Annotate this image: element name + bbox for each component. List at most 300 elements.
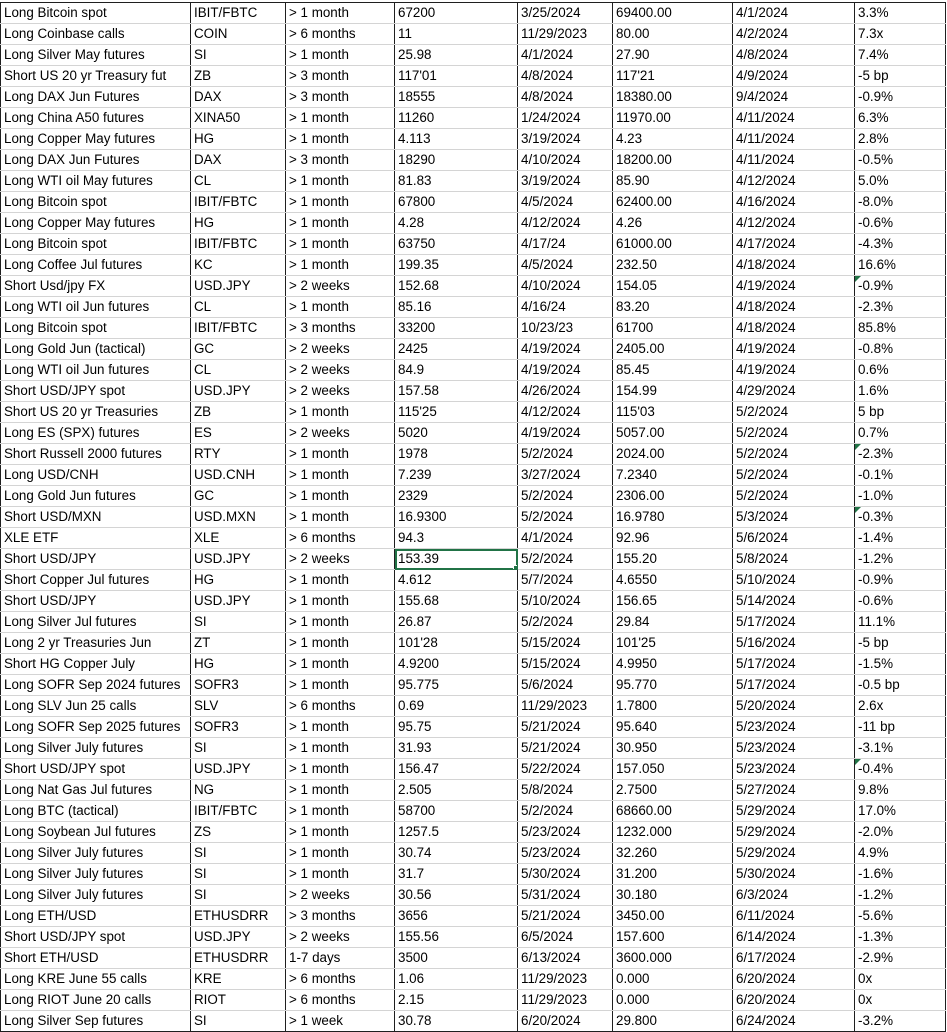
- cell-exit-date[interactable]: 6/11/2024: [733, 906, 855, 927]
- cell-entry[interactable]: 63750: [395, 234, 518, 255]
- cell-horizon[interactable]: > 1 month: [286, 234, 395, 255]
- cell-entry[interactable]: 25.98: [395, 45, 518, 66]
- cell-exit[interactable]: 92.96: [613, 528, 733, 549]
- cell-entry-date[interactable]: 4/5/2024: [518, 255, 613, 276]
- cell-ticker[interactable]: GC: [191, 486, 286, 507]
- cell-return[interactable]: -1.3%: [855, 927, 946, 948]
- cell-return[interactable]: 6.3%: [855, 108, 946, 129]
- cell-horizon[interactable]: > 1 month: [286, 675, 395, 696]
- cell-ticker[interactable]: ETHUSDRR: [191, 948, 286, 969]
- cell-trade[interactable]: Short USD/JPY spot: [1, 927, 191, 948]
- cell-return[interactable]: 5 bp: [855, 402, 946, 423]
- cell-return[interactable]: 9.8%: [855, 780, 946, 801]
- cell-ticker[interactable]: CL: [191, 171, 286, 192]
- cell-entry-date[interactable]: 5/21/2024: [518, 906, 613, 927]
- cell-exit[interactable]: 68660.00: [613, 801, 733, 822]
- cell-entry-date[interactable]: 4/26/2024: [518, 381, 613, 402]
- cell-exit-date[interactable]: 4/11/2024: [733, 129, 855, 150]
- cell-exit[interactable]: 11970.00: [613, 108, 733, 129]
- cell-entry-date[interactable]: 4/10/2024: [518, 150, 613, 171]
- cell-exit-date[interactable]: 5/29/2024: [733, 801, 855, 822]
- cell-ticker[interactable]: SI: [191, 843, 286, 864]
- cell-exit-date[interactable]: 5/23/2024: [733, 717, 855, 738]
- cell-ticker[interactable]: SI: [191, 864, 286, 885]
- cell-ticker[interactable]: IBIT/FBTC: [191, 192, 286, 213]
- cell-trade[interactable]: Long Silver May futures: [1, 45, 191, 66]
- cell-trade[interactable]: Long Gold Jun (tactical): [1, 339, 191, 360]
- cell-trade[interactable]: Long DAX Jun Futures: [1, 150, 191, 171]
- cell-ticker[interactable]: USD.JPY: [191, 381, 286, 402]
- cell-ticker[interactable]: CL: [191, 360, 286, 381]
- cell-trade[interactable]: Short HG Copper July: [1, 654, 191, 675]
- cell-trade[interactable]: Long SOFR Sep 2025 futures: [1, 717, 191, 738]
- cell-trade[interactable]: Long Copper May futures: [1, 129, 191, 150]
- cell-horizon[interactable]: > 1 month: [286, 171, 395, 192]
- cell-ticker[interactable]: KRE: [191, 969, 286, 990]
- cell-exit-date[interactable]: 4/11/2024: [733, 108, 855, 129]
- cell-horizon[interactable]: > 2 weeks: [286, 927, 395, 948]
- cell-trade[interactable]: Long RIOT June 20 calls: [1, 990, 191, 1011]
- cell-entry[interactable]: 1978: [395, 444, 518, 465]
- cell-exit-date[interactable]: 4/18/2024: [733, 255, 855, 276]
- cell-exit-date[interactable]: 6/14/2024: [733, 927, 855, 948]
- cell-exit-date[interactable]: 6/3/2024: [733, 885, 855, 906]
- cell-horizon[interactable]: > 1 month: [286, 591, 395, 612]
- cell-entry[interactable]: 0.69: [395, 696, 518, 717]
- cell-exit[interactable]: 95.770: [613, 675, 733, 696]
- cell-return[interactable]: -0.5%: [855, 150, 946, 171]
- cell-return[interactable]: 5.0%: [855, 171, 946, 192]
- cell-exit-date[interactable]: 4/12/2024: [733, 213, 855, 234]
- cell-trade[interactable]: Long Silver Jul futures: [1, 612, 191, 633]
- cell-exit[interactable]: 95.640: [613, 717, 733, 738]
- cell-entry-date[interactable]: 5/15/2024: [518, 654, 613, 675]
- cell-horizon[interactable]: > 2 weeks: [286, 549, 395, 570]
- cell-return[interactable]: -3.2%: [855, 1011, 946, 1032]
- cell-horizon[interactable]: > 6 months: [286, 24, 395, 45]
- cell-entry[interactable]: 152.68: [395, 276, 518, 297]
- cell-entry-date[interactable]: 5/21/2024: [518, 738, 613, 759]
- cell-return[interactable]: 16.6%: [855, 255, 946, 276]
- cell-entry[interactable]: 155.56: [395, 927, 518, 948]
- cell-trade[interactable]: Long Bitcoin spot: [1, 234, 191, 255]
- cell-exit[interactable]: 2024.00: [613, 444, 733, 465]
- cell-ticker[interactable]: USD.JPY: [191, 276, 286, 297]
- cell-horizon[interactable]: > 1 month: [286, 213, 395, 234]
- cell-entry[interactable]: 1257.5: [395, 822, 518, 843]
- cell-entry[interactable]: 4.9200: [395, 654, 518, 675]
- cell-exit[interactable]: 2306.00: [613, 486, 733, 507]
- cell-exit[interactable]: 30.180: [613, 885, 733, 906]
- cell-exit-date[interactable]: 4/19/2024: [733, 360, 855, 381]
- cell-return[interactable]: -2.0%: [855, 822, 946, 843]
- cell-entry-date[interactable]: 3/19/2024: [518, 171, 613, 192]
- cell-exit[interactable]: 69400.00: [613, 3, 733, 24]
- cell-entry[interactable]: 2425: [395, 339, 518, 360]
- cell-ticker[interactable]: RTY: [191, 444, 286, 465]
- cell-entry[interactable]: 31.7: [395, 864, 518, 885]
- cell-ticker[interactable]: ETHUSDRR: [191, 906, 286, 927]
- cell-entry[interactable]: 31.93: [395, 738, 518, 759]
- cell-return[interactable]: -0.4%: [855, 759, 946, 780]
- cell-entry-date[interactable]: 10/23/23: [518, 318, 613, 339]
- cell-entry[interactable]: 1.06: [395, 969, 518, 990]
- cell-entry-date[interactable]: 4/19/2024: [518, 360, 613, 381]
- cell-entry[interactable]: 2329: [395, 486, 518, 507]
- cell-ticker[interactable]: USD.JPY: [191, 549, 286, 570]
- cell-return[interactable]: -0.8%: [855, 339, 946, 360]
- cell-horizon[interactable]: > 3 month: [286, 66, 395, 87]
- cell-exit-date[interactable]: 4/17/2024: [733, 234, 855, 255]
- cell-ticker[interactable]: SI: [191, 612, 286, 633]
- cell-entry[interactable]: 30.74: [395, 843, 518, 864]
- cell-return[interactable]: 0.6%: [855, 360, 946, 381]
- cell-trade[interactable]: Long KRE June 55 calls: [1, 969, 191, 990]
- cell-exit-date[interactable]: 5/2/2024: [733, 423, 855, 444]
- cell-exit-date[interactable]: 5/8/2024: [733, 549, 855, 570]
- cell-entry[interactable]: 18555: [395, 87, 518, 108]
- cell-entry[interactable]: 155.68: [395, 591, 518, 612]
- cell-exit[interactable]: 115'03: [613, 402, 733, 423]
- cell-exit[interactable]: 117'21: [613, 66, 733, 87]
- cell-horizon[interactable]: > 1 month: [286, 3, 395, 24]
- cell-exit-date[interactable]: 5/3/2024: [733, 507, 855, 528]
- cell-exit[interactable]: 61000.00: [613, 234, 733, 255]
- cell-horizon[interactable]: > 1 month: [286, 633, 395, 654]
- cell-ticker[interactable]: SI: [191, 1011, 286, 1032]
- cell-ticker[interactable]: IBIT/FBTC: [191, 318, 286, 339]
- cell-exit[interactable]: 154.99: [613, 381, 733, 402]
- cell-trade[interactable]: Short Usd/jpy FX: [1, 276, 191, 297]
- cell-horizon[interactable]: > 2 weeks: [286, 423, 395, 444]
- cell-entry-date[interactable]: 4/10/2024: [518, 276, 613, 297]
- cell-exit[interactable]: 101'25: [613, 633, 733, 654]
- cell-trade[interactable]: Short USD/JPY: [1, 549, 191, 570]
- cell-horizon[interactable]: > 6 months: [286, 990, 395, 1011]
- cell-exit[interactable]: 16.9780: [613, 507, 733, 528]
- cell-return[interactable]: -2.3%: [855, 444, 946, 465]
- cell-return[interactable]: -0.1%: [855, 465, 946, 486]
- cell-ticker[interactable]: SOFR3: [191, 717, 286, 738]
- cell-horizon[interactable]: > 1 month: [286, 801, 395, 822]
- cell-horizon[interactable]: > 2 weeks: [286, 885, 395, 906]
- cell-entry-date[interactable]: 4/8/2024: [518, 87, 613, 108]
- cell-entry[interactable]: 4.612: [395, 570, 518, 591]
- cell-return[interactable]: 0.7%: [855, 423, 946, 444]
- cell-horizon[interactable]: > 6 months: [286, 969, 395, 990]
- cell-exit[interactable]: 18200.00: [613, 150, 733, 171]
- cell-entry[interactable]: 84.9: [395, 360, 518, 381]
- cell-ticker[interactable]: USD.JPY: [191, 591, 286, 612]
- cell-return[interactable]: 3.3%: [855, 3, 946, 24]
- cell-return[interactable]: -5 bp: [855, 66, 946, 87]
- cell-horizon[interactable]: > 1 month: [286, 402, 395, 423]
- cell-return[interactable]: 4.9%: [855, 843, 946, 864]
- cell-ticker[interactable]: KC: [191, 255, 286, 276]
- cell-trade[interactable]: Long Coinbase calls: [1, 24, 191, 45]
- cell-entry-date[interactable]: 11/29/2023: [518, 696, 613, 717]
- cell-entry[interactable]: 67800: [395, 192, 518, 213]
- cell-exit[interactable]: 7.2340: [613, 465, 733, 486]
- cell-ticker[interactable]: USD.JPY: [191, 927, 286, 948]
- cell-horizon[interactable]: > 6 months: [286, 696, 395, 717]
- cell-trade[interactable]: Long Bitcoin spot: [1, 318, 191, 339]
- cell-trade[interactable]: Long USD/CNH: [1, 465, 191, 486]
- cell-exit-date[interactable]: 5/27/2024: [733, 780, 855, 801]
- cell-exit[interactable]: 2405.00: [613, 339, 733, 360]
- cell-exit[interactable]: 18380.00: [613, 87, 733, 108]
- cell-horizon[interactable]: 1-7 days: [286, 948, 395, 969]
- cell-exit[interactable]: 154.05: [613, 276, 733, 297]
- cell-exit[interactable]: 155.20: [613, 549, 733, 570]
- cell-return[interactable]: -1.0%: [855, 486, 946, 507]
- cell-entry-date[interactable]: 5/7/2024: [518, 570, 613, 591]
- cell-entry[interactable]: 33200: [395, 318, 518, 339]
- cell-ticker[interactable]: HG: [191, 654, 286, 675]
- cell-return[interactable]: -5 bp: [855, 633, 946, 654]
- cell-entry-date[interactable]: 4/1/2024: [518, 528, 613, 549]
- cell-return[interactable]: -0.6%: [855, 213, 946, 234]
- cell-exit[interactable]: 32.260: [613, 843, 733, 864]
- cell-trade[interactable]: Long DAX Jun Futures: [1, 87, 191, 108]
- cell-entry-date[interactable]: 4/17/24: [518, 234, 613, 255]
- cell-entry-date[interactable]: 4/19/2024: [518, 423, 613, 444]
- cell-entry[interactable]: 11: [395, 24, 518, 45]
- cell-exit-date[interactable]: 5/14/2024: [733, 591, 855, 612]
- cell-entry[interactable]: 5020: [395, 423, 518, 444]
- cell-trade[interactable]: Long Silver July futures: [1, 885, 191, 906]
- cell-exit-date[interactable]: 5/6/2024: [733, 528, 855, 549]
- cell-horizon[interactable]: > 1 month: [286, 444, 395, 465]
- cell-horizon[interactable]: > 1 month: [286, 780, 395, 801]
- cell-trade[interactable]: Short USD/JPY: [1, 591, 191, 612]
- cell-entry-date[interactable]: 5/30/2024: [518, 864, 613, 885]
- cell-horizon[interactable]: > 1 week: [286, 1011, 395, 1032]
- cell-ticker[interactable]: SI: [191, 45, 286, 66]
- cell-entry-date[interactable]: 11/29/2023: [518, 24, 613, 45]
- cell-entry-date[interactable]: 5/2/2024: [518, 444, 613, 465]
- cell-ticker[interactable]: SOFR3: [191, 675, 286, 696]
- cell-ticker[interactable]: ES: [191, 423, 286, 444]
- cell-trade[interactable]: Long Silver July futures: [1, 864, 191, 885]
- cell-return[interactable]: -2.3%: [855, 297, 946, 318]
- cell-horizon[interactable]: > 1 month: [286, 507, 395, 528]
- cell-entry-date[interactable]: 5/8/2024: [518, 780, 613, 801]
- cell-trade[interactable]: Short ETH/USD: [1, 948, 191, 969]
- cell-exit-date[interactable]: 4/18/2024: [733, 297, 855, 318]
- cell-exit[interactable]: 3600.000: [613, 948, 733, 969]
- cell-ticker[interactable]: XLE: [191, 528, 286, 549]
- cell-exit[interactable]: 80.00: [613, 24, 733, 45]
- cell-exit[interactable]: 1232.000: [613, 822, 733, 843]
- cell-entry-date[interactable]: 4/16/24: [518, 297, 613, 318]
- cell-exit[interactable]: 61700: [613, 318, 733, 339]
- cell-return[interactable]: -0.9%: [855, 276, 946, 297]
- cell-ticker[interactable]: DAX: [191, 150, 286, 171]
- cell-exit[interactable]: 1.7800: [613, 696, 733, 717]
- cell-horizon[interactable]: > 1 month: [286, 822, 395, 843]
- cell-return[interactable]: -1.6%: [855, 864, 946, 885]
- cell-entry[interactable]: 81.83: [395, 171, 518, 192]
- cell-entry-date[interactable]: 3/27/2024: [518, 465, 613, 486]
- cell-exit[interactable]: 0.000: [613, 969, 733, 990]
- cell-trade[interactable]: Short US 20 yr Treasuries: [1, 402, 191, 423]
- cell-exit[interactable]: 157.600: [613, 927, 733, 948]
- cell-exit-date[interactable]: 4/8/2024: [733, 45, 855, 66]
- cell-entry-date[interactable]: 5/23/2024: [518, 822, 613, 843]
- cell-trade[interactable]: Long ETH/USD: [1, 906, 191, 927]
- cell-entry-date[interactable]: 4/12/2024: [518, 213, 613, 234]
- cell-horizon[interactable]: > 1 month: [286, 738, 395, 759]
- cell-trade[interactable]: Short US 20 yr Treasury fut: [1, 66, 191, 87]
- cell-exit-date[interactable]: 4/12/2024: [733, 171, 855, 192]
- cell-entry-date[interactable]: 5/22/2024: [518, 759, 613, 780]
- cell-exit-date[interactable]: 5/17/2024: [733, 654, 855, 675]
- cell-entry[interactable]: 11260: [395, 108, 518, 129]
- cell-entry-date[interactable]: 4/8/2024: [518, 66, 613, 87]
- cell-exit[interactable]: 29.84: [613, 612, 733, 633]
- cell-exit[interactable]: 31.200: [613, 864, 733, 885]
- cell-return[interactable]: -0.5 bp: [855, 675, 946, 696]
- cell-entry[interactable]: 16.9300: [395, 507, 518, 528]
- cell-ticker[interactable]: IBIT/FBTC: [191, 234, 286, 255]
- cell-entry[interactable]: 153.39: [395, 549, 518, 570]
- cell-return[interactable]: 1.6%: [855, 381, 946, 402]
- cell-return[interactable]: -0.9%: [855, 570, 946, 591]
- cell-horizon[interactable]: > 1 month: [286, 255, 395, 276]
- cell-horizon[interactable]: > 1 month: [286, 864, 395, 885]
- cell-exit-date[interactable]: 4/19/2024: [733, 339, 855, 360]
- cell-ticker[interactable]: RIOT: [191, 990, 286, 1011]
- cell-entry[interactable]: 115'25: [395, 402, 518, 423]
- cell-ticker[interactable]: HG: [191, 570, 286, 591]
- cell-entry[interactable]: 101'28: [395, 633, 518, 654]
- cell-exit[interactable]: 85.45: [613, 360, 733, 381]
- cell-horizon[interactable]: > 3 months: [286, 906, 395, 927]
- cell-return[interactable]: -1.5%: [855, 654, 946, 675]
- cell-horizon[interactable]: > 1 month: [286, 129, 395, 150]
- cell-entry[interactable]: 85.16: [395, 297, 518, 318]
- cell-trade[interactable]: Short USD/JPY spot: [1, 759, 191, 780]
- cell-exit-date[interactable]: 5/2/2024: [733, 402, 855, 423]
- cell-ticker[interactable]: DAX: [191, 87, 286, 108]
- cell-trade[interactable]: Long Nat Gas Jul futures: [1, 780, 191, 801]
- cell-horizon[interactable]: > 3 month: [286, 87, 395, 108]
- cell-exit-date[interactable]: 4/16/2024: [733, 192, 855, 213]
- cell-return[interactable]: -0.6%: [855, 591, 946, 612]
- cell-ticker[interactable]: COIN: [191, 24, 286, 45]
- cell-exit-date[interactable]: 5/2/2024: [733, 465, 855, 486]
- cell-entry[interactable]: 2.15: [395, 990, 518, 1011]
- cell-entry-date[interactable]: 5/6/2024: [518, 675, 613, 696]
- cell-return[interactable]: -5.6%: [855, 906, 946, 927]
- cell-exit-date[interactable]: 4/19/2024: [733, 276, 855, 297]
- cell-entry[interactable]: 18290: [395, 150, 518, 171]
- cell-horizon[interactable]: > 1 month: [286, 570, 395, 591]
- cell-ticker[interactable]: HG: [191, 129, 286, 150]
- cell-entry[interactable]: 4.113: [395, 129, 518, 150]
- cell-trade[interactable]: Long Bitcoin spot: [1, 3, 191, 24]
- cell-exit-date[interactable]: 4/2/2024: [733, 24, 855, 45]
- cell-exit-date[interactable]: 4/18/2024: [733, 318, 855, 339]
- cell-exit[interactable]: 232.50: [613, 255, 733, 276]
- cell-return[interactable]: -2.9%: [855, 948, 946, 969]
- cell-return[interactable]: 7.4%: [855, 45, 946, 66]
- cell-exit-date[interactable]: 5/23/2024: [733, 738, 855, 759]
- cell-exit-date[interactable]: 4/11/2024: [733, 150, 855, 171]
- cell-ticker[interactable]: SLV: [191, 696, 286, 717]
- cell-entry-date[interactable]: 1/24/2024: [518, 108, 613, 129]
- cell-return[interactable]: -0.3%: [855, 507, 946, 528]
- cell-exit-date[interactable]: 6/24/2024: [733, 1011, 855, 1032]
- cell-entry[interactable]: 94.3: [395, 528, 518, 549]
- cell-entry-date[interactable]: 3/19/2024: [518, 129, 613, 150]
- cell-entry-date[interactable]: 5/2/2024: [518, 486, 613, 507]
- cell-ticker[interactable]: USD.MXN: [191, 507, 286, 528]
- cell-entry[interactable]: 3500: [395, 948, 518, 969]
- cell-entry-date[interactable]: 6/5/2024: [518, 927, 613, 948]
- cell-trade[interactable]: Long WTI oil Jun futures: [1, 297, 191, 318]
- cell-trade[interactable]: Long Silver July futures: [1, 843, 191, 864]
- cell-exit[interactable]: 0.000: [613, 990, 733, 1011]
- cell-horizon[interactable]: > 2 weeks: [286, 360, 395, 381]
- cell-entry-date[interactable]: 5/2/2024: [518, 549, 613, 570]
- cell-entry-date[interactable]: 11/29/2023: [518, 969, 613, 990]
- cell-ticker[interactable]: IBIT/FBTC: [191, 3, 286, 24]
- cell-ticker[interactable]: NG: [191, 780, 286, 801]
- cell-exit-date[interactable]: 5/20/2024: [733, 696, 855, 717]
- cell-ticker[interactable]: ZB: [191, 66, 286, 87]
- cell-trade[interactable]: Short Copper Jul futures: [1, 570, 191, 591]
- cell-horizon[interactable]: > 3 months: [286, 318, 395, 339]
- cell-exit-date[interactable]: 5/23/2024: [733, 759, 855, 780]
- cell-entry-date[interactable]: 3/25/2024: [518, 3, 613, 24]
- cell-exit-date[interactable]: 5/10/2024: [733, 570, 855, 591]
- cell-exit-date[interactable]: 5/29/2024: [733, 843, 855, 864]
- cell-horizon[interactable]: > 1 month: [286, 45, 395, 66]
- cell-entry[interactable]: 26.87: [395, 612, 518, 633]
- cell-return[interactable]: 11.1%: [855, 612, 946, 633]
- cell-trade[interactable]: Long China A50 futures: [1, 108, 191, 129]
- cell-exit-date[interactable]: 4/29/2024: [733, 381, 855, 402]
- cell-exit-date[interactable]: 9/4/2024: [733, 87, 855, 108]
- cell-entry-date[interactable]: 4/12/2024: [518, 402, 613, 423]
- cell-exit-date[interactable]: 5/30/2024: [733, 864, 855, 885]
- cell-return[interactable]: 2.6x: [855, 696, 946, 717]
- cell-horizon[interactable]: > 1 month: [286, 192, 395, 213]
- cell-return[interactable]: 17.0%: [855, 801, 946, 822]
- cell-exit[interactable]: 2.7500: [613, 780, 733, 801]
- cell-entry[interactable]: 199.35: [395, 255, 518, 276]
- cell-exit-date[interactable]: 5/2/2024: [733, 444, 855, 465]
- cell-entry[interactable]: 95.775: [395, 675, 518, 696]
- cell-ticker[interactable]: CL: [191, 297, 286, 318]
- cell-ticker[interactable]: ZB: [191, 402, 286, 423]
- cell-entry[interactable]: 2.505: [395, 780, 518, 801]
- cell-ticker[interactable]: SI: [191, 738, 286, 759]
- cell-entry[interactable]: 67200: [395, 3, 518, 24]
- cell-entry-date[interactable]: 6/20/2024: [518, 1011, 613, 1032]
- cell-ticker[interactable]: HG: [191, 213, 286, 234]
- cell-entry-date[interactable]: 5/2/2024: [518, 507, 613, 528]
- cell-exit[interactable]: 4.6550: [613, 570, 733, 591]
- cell-entry-date[interactable]: 6/13/2024: [518, 948, 613, 969]
- cell-trade[interactable]: Long WTI oil Jun futures: [1, 360, 191, 381]
- cell-return[interactable]: 85.8%: [855, 318, 946, 339]
- cell-horizon[interactable]: > 1 month: [286, 486, 395, 507]
- cell-entry-date[interactable]: 5/21/2024: [518, 717, 613, 738]
- cell-entry-date[interactable]: 5/2/2024: [518, 801, 613, 822]
